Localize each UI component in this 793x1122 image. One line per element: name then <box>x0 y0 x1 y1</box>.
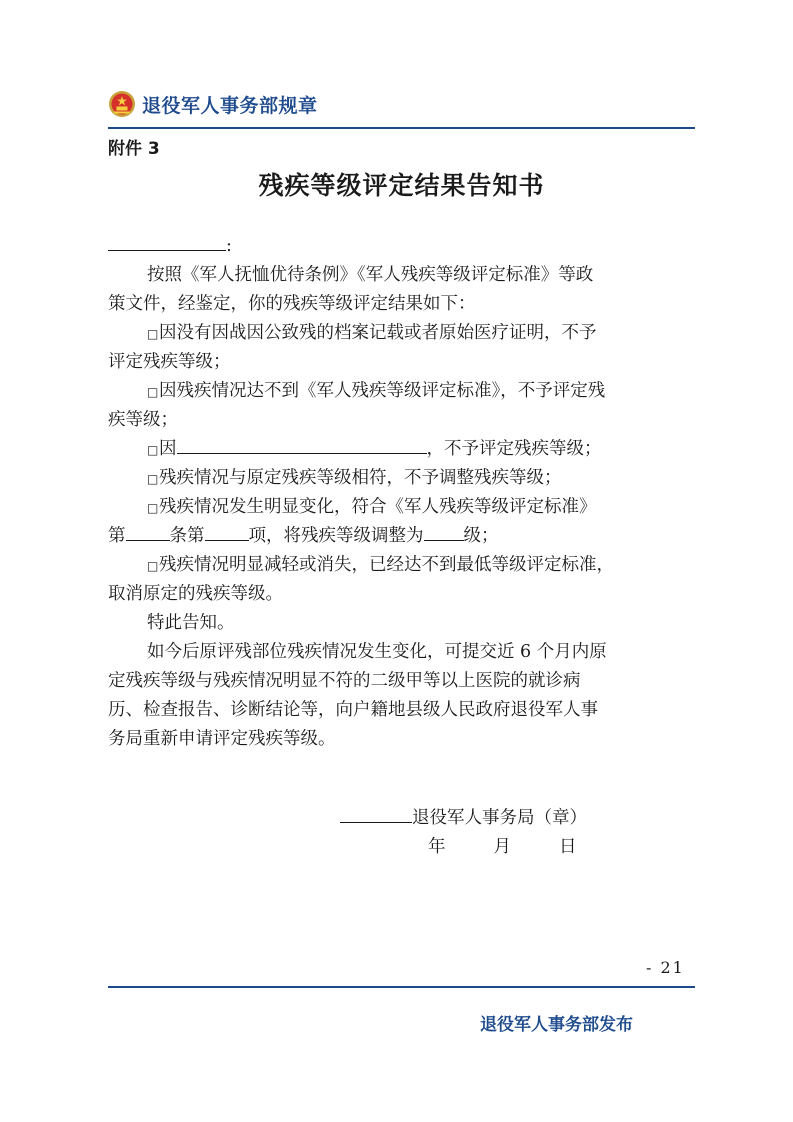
page-header <box>108 86 318 122</box>
date-day: 日 <box>559 837 577 857</box>
option-1-line-1 <box>108 319 695 348</box>
document-title: 残疾等级评定结果告知书 <box>258 171 545 200</box>
grade-blank <box>424 522 464 541</box>
paragraph-1-line-1: 按照《军人抚恤优待条例》《军人残疾等级评定标准》等政 <box>147 265 594 285</box>
signature-block <box>340 804 587 862</box>
option-1-line-2: 评定残疾等级； <box>108 352 231 372</box>
option-2-line-2: 疾等级； <box>108 410 178 430</box>
checkbox-icon: □ <box>147 385 159 399</box>
option-6-text: 残疾情况明显减轻或消失，已经达不到最低等级评定标准， <box>159 555 614 575</box>
date-year: 年 <box>428 837 446 857</box>
checkbox-icon: □ <box>147 559 159 573</box>
footer-publisher: 退役军人事务部发布 <box>480 1015 633 1035</box>
document-body <box>108 232 695 754</box>
paragraph-2-line-4: 务局重新申请评定残疾等级。 <box>108 729 336 749</box>
salutation-line <box>108 232 695 261</box>
signature-org: 退役军人事务局（章） <box>412 808 587 828</box>
reason-blank <box>177 435 427 454</box>
notice-line: 特此告知。 <box>147 613 235 633</box>
checkbox-icon: □ <box>147 501 159 515</box>
signature-org-line <box>340 804 587 833</box>
county-blank <box>340 804 412 823</box>
option-1-text: 因没有因战因公致残的档案记载或者原始医疗证明，不予 <box>159 323 597 343</box>
article-blank <box>126 522 170 541</box>
option-6-line-1 <box>108 551 695 580</box>
option-2-text: 因残疾情况达不到《军人残疾等级评定标准》，不予评定残 <box>159 381 606 401</box>
checkbox-icon: □ <box>147 327 159 341</box>
option-5-part-c: 项，将残疾等级调整为 <box>248 526 424 546</box>
paragraph-2-line-1: 如今后原评残部位残疾情况发生变化，可提交近 6 个月内原 <box>147 642 607 662</box>
salutation-colon: : <box>226 236 232 256</box>
page-number: - 21 <box>646 958 685 977</box>
option-5-line-2 <box>108 522 695 551</box>
option-3-prefix: 因 <box>159 439 177 459</box>
national-emblem-icon <box>108 90 136 118</box>
signature-date-line <box>340 833 587 862</box>
option-3 <box>108 435 695 464</box>
paragraph-2-line-3: 历、检查报告、诊断结论等，向户籍地县级人民政府退役军人事 <box>108 700 598 720</box>
paragraph-2-line-2: 定残疾等级与残疾情况明显不符的二级甲等以上医院的就诊病 <box>108 671 581 691</box>
option-4-text: 残疾情况与原定残疾等级相符，不予调整残疾等级； <box>159 468 562 488</box>
option-3-suffix: ，不予评定残疾等级； <box>426 439 602 459</box>
checkbox-icon: □ <box>147 472 159 486</box>
footer-rule <box>108 986 695 988</box>
checkbox-icon: □ <box>147 443 159 457</box>
recipient-blank <box>108 232 226 251</box>
header-rule <box>108 127 695 129</box>
option-4 <box>108 464 695 493</box>
option-2-line-1 <box>108 377 695 406</box>
option-5-line-1 <box>108 493 695 522</box>
header-title: 退役军人事务部规章 <box>142 94 318 117</box>
option-6-line-2: 取消原定的残疾等级。 <box>108 584 283 604</box>
option-5-text: 残疾情况发生明显变化，符合《军人残疾等级评定标准》 <box>159 497 597 517</box>
attachment-label: 附件 3 <box>108 139 160 159</box>
option-5-part-d: 级； <box>463 526 499 546</box>
date-month: 月 <box>493 837 511 857</box>
item-blank <box>205 522 249 541</box>
option-5-part-b: 条第 <box>169 526 205 546</box>
option-5-part-a: 第 <box>108 526 126 546</box>
paragraph-1-line-2: 策文件，经鉴定，你的残疾等级评定结果如下： <box>108 294 476 314</box>
